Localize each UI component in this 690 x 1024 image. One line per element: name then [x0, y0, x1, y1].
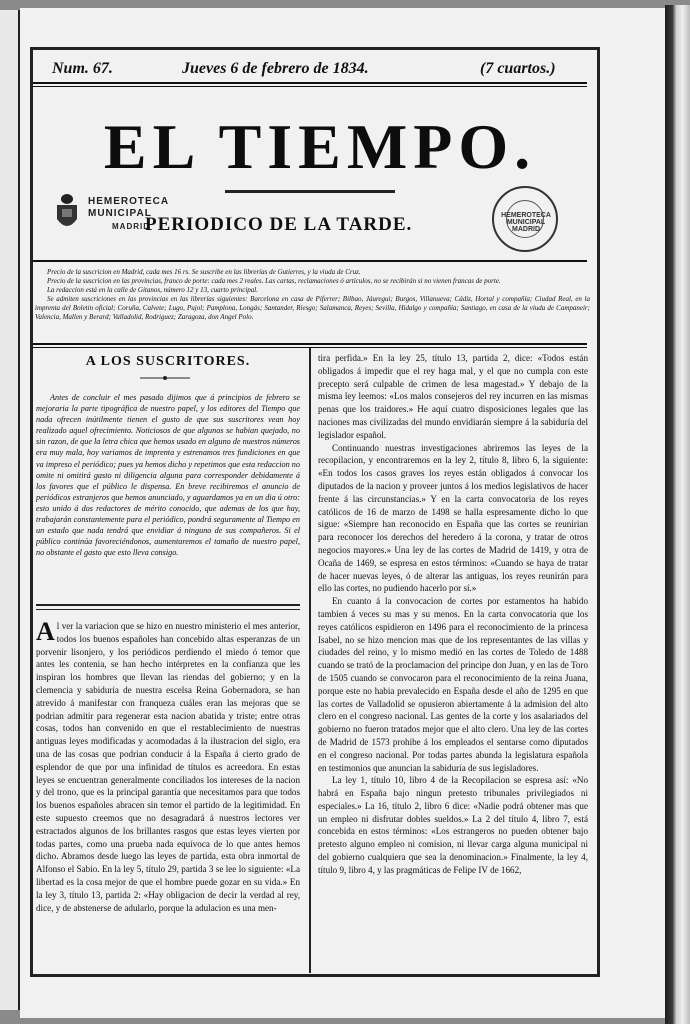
- masthead-rule: [33, 260, 587, 262]
- header-rule: [33, 82, 587, 84]
- masthead-ornament: [225, 190, 395, 193]
- section-title: A LOS SUSCRITORES.: [85, 354, 251, 369]
- notice-rule: [33, 343, 587, 345]
- header-rule-thin: [33, 86, 587, 87]
- notice-line: Precio de la suscricion en Madrid, cada mes 16 rs. Se suscribe en las librerías de Gutierres, y la viuda de Cruz.: [47, 268, 361, 276]
- issue-price: (7 cuartos.): [480, 60, 556, 77]
- article-left-column: [36, 620, 300, 975]
- notice-line: La redaccion está en la calle de Gitanos, número 12 y 13, cuarto principal.: [47, 286, 259, 294]
- article-divider-thin: [36, 609, 300, 610]
- library-seal: [492, 186, 558, 252]
- issue-date: Jueves 6 de febrero de 1834.: [182, 60, 369, 77]
- title-ornament: [140, 376, 190, 380]
- subscription-notice: [35, 268, 590, 322]
- article-divider: [36, 604, 300, 606]
- stamp-line-2: MUNICIPAL: [88, 208, 152, 219]
- stamp-line-1: HEMEROTECA: [88, 196, 170, 207]
- article-body: l ver la variacion que se hizo en nuestro ministerio el mes anterior, todos los buenos españoles han concebido altas esperanzas de un porvenir lisonjero, y los periódicos perdiendo el miedo ó temor que antes les contenia, se han hecho intérpretes en la confianza que les inspiran los hombres que llevan las riendas del gobierno; y en la clemencia y sabiduría de nuestra escelsa Reina Gobernadora, se han atrevido á manifestar con franqueza cuáles eran las mejoras que se podrian admitir para regenerar esta nacion abatida y triste; entre otras cosas, todos han convenido en que el restablecimiento de nuestras antiguas leyes modificadas y acomodadas á la ilustracion del siglo, era una de las cosas que podrian conducir á la España á cierto grado de esplendor de que por una infinidad de títulos es acreedora. En estas leyes se encuentran generalmente conciliados los intereses de la nacion y del trono, que es la principal garantía que necesitamos para que todos los buenos españoles abracen sin temor el partido de la legitimidad. En este supuesto creemos que no desagradará á nuestros lectores ver estractados algunos de los brillantes rasgos que estas leyes vierten por todas partes, como una prueba nada equívoca de lo que antes hemos dicho. Abramos desde luego las leyes de partida, esta obra inmortal de Alfonso el Sabio. En la ley 5, título 29, partida 3 se lee lo siguiente: «La libertad es la cosa mejor de que el hombre puede gozar en su vida.» En la ley 3, título 13, partida 2: «Hay obligacion de decir la verdad al rey, dice, y de abstenerse de adularlo, porque la adulacion es una men-: [36, 621, 300, 913]
- announcement-text: [36, 392, 300, 597]
- coat-of-arms-icon: [54, 193, 80, 233]
- notice-line: Precio de la suscricion en las provincias, franco de porte: cada mes 2 reales. Las cartas, reclamaciones ó artículos, no se recibirán si no vienen francas de porte.: [47, 277, 501, 285]
- column-divider: [309, 348, 311, 973]
- notice-line: Se admiten suscriciones en las provincias en las librerías siguientes: Barcelona en casa de Piferrer; Bilbao, Jáuregui; Burgos, Villanueva; Cádiz, Hortal y compañía; Ciudad Real, en la imprenta del Boletin oficial; Coruña, Calvete; Lugo, Pujol; Pamplona, Longás; Santander, Riesgo; Salamanca, Reyes; Sevilla, Hidalgo y compañía; Santiago, en casa de la viuda de Campaneir; Valencia, Mallen y Berard; Valladolid, Rodriguez; Zaragoza, don Angel Polo.: [35, 295, 590, 321]
- article-paragraph: En cuanto á la convocacion de cortes por estamentos ha habido tambien á veces su mas y su menos. En la carta convocatoria que los reyes católicos espidieron en 1496 para el reconocimiento de la princesa Isabel, no se hizo mencion mas que de los representantes de las villas y ciudades del reino, y lo mismo medió en las cortes de Toledo de 1488 cuando se trató de la proclamacion del principe don Juan, y en las de Toro de 1505 cuando se convocaron para el reconocimiento de la reina Juana, porque este no habia prevalecido en España desde el año de 1295 en que las cortes de Valladolid se opusieron abiertamente á la admision del alto clero en el congreso nacional. Las gentes de la corte y los asalariados del gobierno no fueron tratados mejor que el alto clero. Una ley de las cortes de Madrid de 1573 prohibe á los empleados el sentarse como diputados en el congreso nacional. Por todas partes abunda la legislatura española en testimonios que anuncian la sabiduría de sus legisladores.: [318, 596, 588, 773]
- seal-label: HEMEROTECA MUNICIPAL MADRID: [501, 212, 551, 233]
- issue-number: Num. 67.: [52, 60, 113, 77]
- masthead-title: EL TIEMPO.: [103, 111, 537, 182]
- article-paragraph: La ley 1, título 10, libro 4 de la Recopilacion se espresa así: «No habrá en España bajo ningun pretesto tribunales privilegiados ni especiales.» La 16, título 2, libro 6 dice: «Nadie podrá obtener mas que un empleo ni disfrutar dobles sueldos.» La 2 del título 4, libro 7, está concebida en estos términos: «Los estrangeros no pueden obtener bajo pretesto alguno empleo ni comision, ni llevar carga alguna municipal ni del gobierno cualquiera que sea la denominacion.» Finalmente, la ley 4, título 9, libro 4, y las pragmáticas de Felipe IV de 1662,: [318, 775, 588, 875]
- previous-page-edge: [0, 10, 20, 1010]
- article-right-column: [318, 352, 588, 974]
- article-paragraph: tira perfida.» En la ley 25, título 13, partida 2, dice: «Todos están obligados á impedir que el rey haga mal, y el que no cumpla con este precepto será culpable de crimen de lesa magestad.» Y debajo de la misma ley leemos: «Los malos consejeros del rey incurren en las mismas penas que los traidores.» He aquí cuatro disposiciones legales que las naciones mas civilizadas del mundo envidiarán siempre á la sabiduría del legislador español.: [318, 353, 588, 440]
- masthead-subtitle: PERIODICO DE LA TARDE.: [145, 214, 413, 235]
- drop-cap: A: [36, 620, 55, 646]
- article-paragraph: Continuando nuestras investigaciones abriremos las leyes de la recopilacion, y encontraremos en la ley 2, título 8, libro 6, la siguiente: «En todos los casos graves los reyes están obligados á convocar los diputados de la nacion y proveer juntos á los medios legislativos de hacer frente á las circunstancias.» Y en la carta convocatoria de los reyes católicos de 16 de marzo de 1498 se halla espresamente dicho lo que sigue: «Siempre han reconocido en España que las cortes se reunirian para reconocer los derechos del heredero á la corona, y tratar de otros negocios mayores.» Una ley de las cortes de Madrid de 1419, y otra de Ocaña de 1469, se espresa en estos términos: «Cuando se haya de tratar de hacer nuevas leyes, ó de alterar las antiguas, los reyes reunirán para ello las cortes, no pudiendo hacerlo por sí.»: [318, 442, 588, 594]
- announcement-paragraph: Antes de concluir el mes pasado dijimos que á principios de febrero se mejoraria la parte tipográfica de nuestro papel, y los editores del Tiempo que nada ofrecen inútilmente tienen el gusto de que sus suscritores vean hoy realizado aquel ofrecimiento. Noticiosos de que algunos se habian quejado, no sin razon, de que la letra chica que hemos usado en alguno de nuestros números era muy mala, hoy variamos de imprenta y estrenamos tres fundiciones en que va impreso el periódico; pues ya hemos dicho y repetimos que esta redaccion no omite ni omitirá gasto ni diligencia alguna para corresponder debidamente á los favores que el público le dispensa. En breve recibiremos el anuncio de periódicos estranjeros que hemos anunciado, y aguardamos ya en un dia ú otro: esto unido á dos redactores de mérito conocido, que ademas de los que hay, trabajarán constantemente para el periódico, pondrá seguramente al Tiempo en un estado que nada tendrá que envidiar á ninguno de sus compañeros. Si el público continúa favoreciéndonos, aumentaremos el tamaño de nuestro papel, no obstante el gasto que esto lleva consigo.: [36, 393, 300, 558]
- binding-edge: [665, 5, 690, 1024]
- stamp-line-3: MADRID: [112, 222, 150, 231]
